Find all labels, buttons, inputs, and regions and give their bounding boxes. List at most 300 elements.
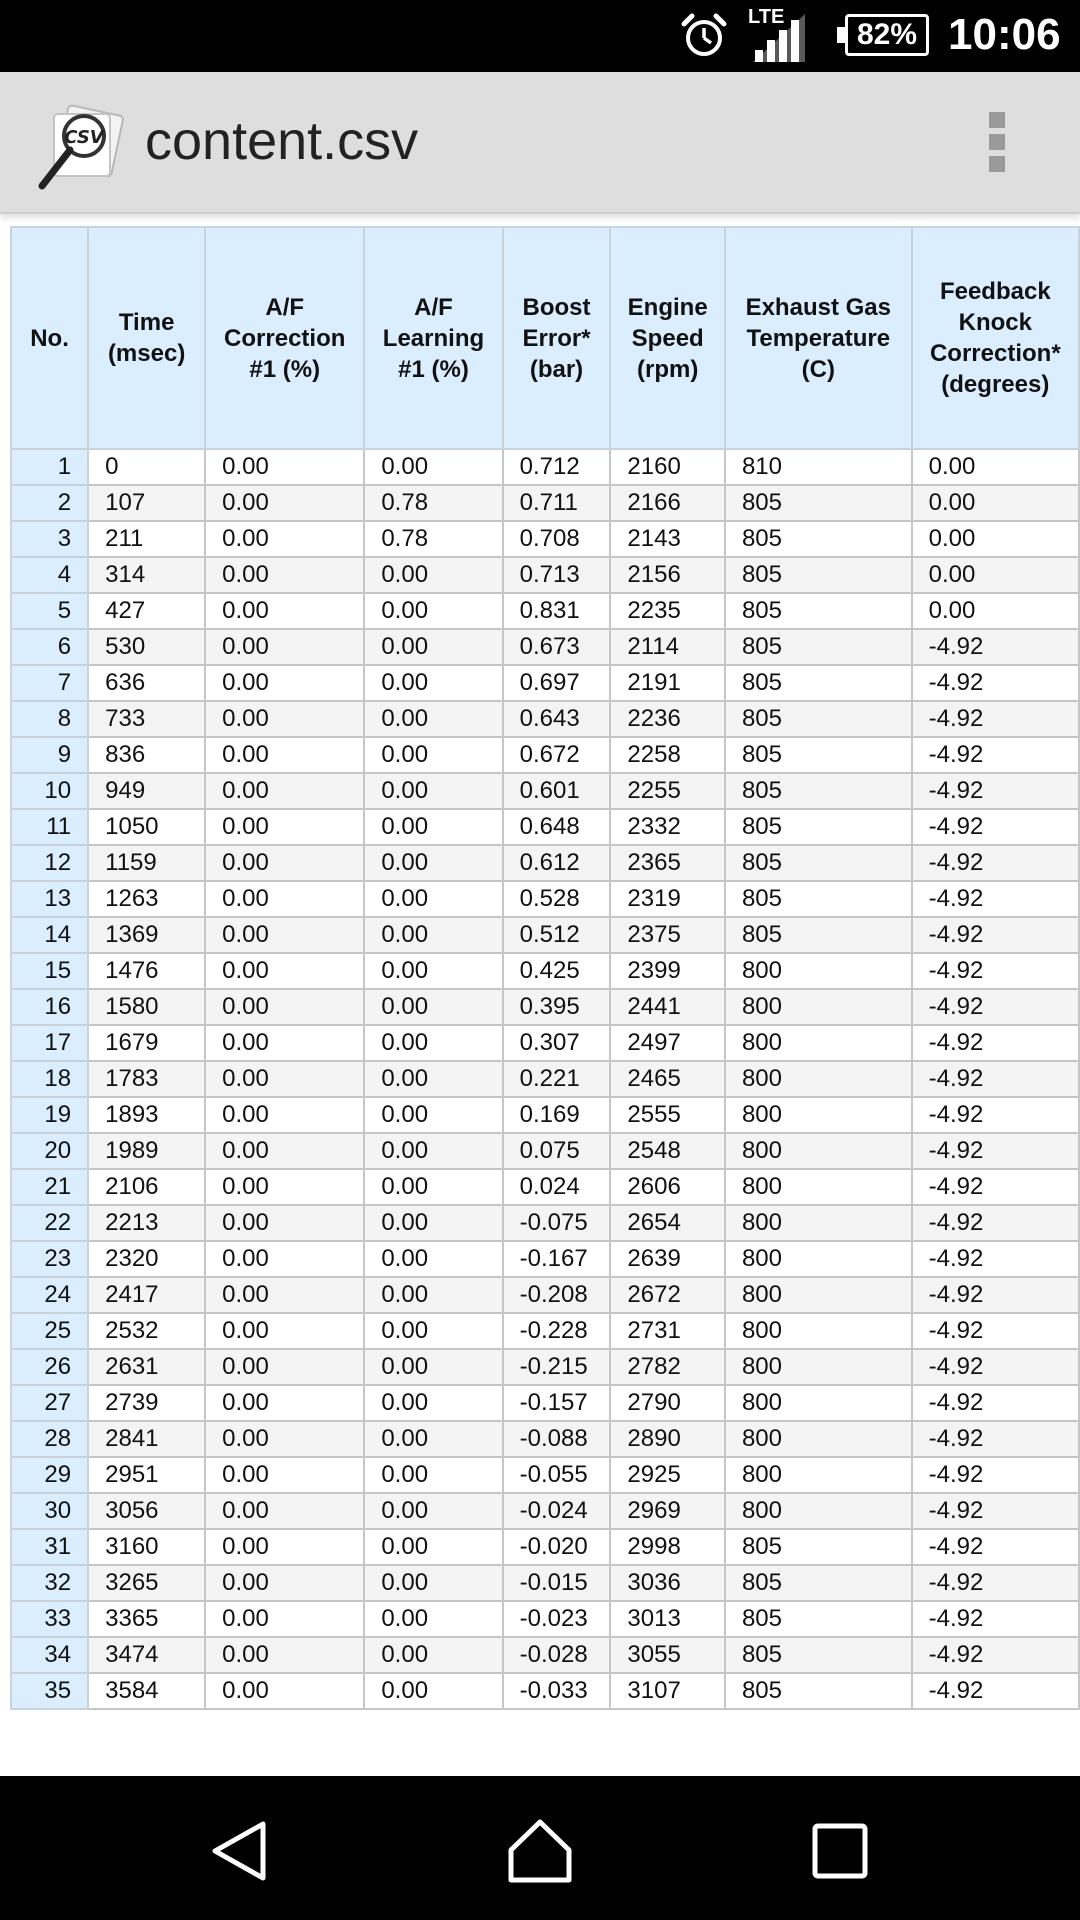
table-cell: -4.92 <box>912 737 1079 773</box>
table-cell: 0.512 <box>503 917 611 953</box>
table-cell: 2790 <box>610 1385 725 1421</box>
table-cell: 0.00 <box>364 809 502 845</box>
column-header-exhaust-gas-temp[interactable]: Exhaust Gas Temperature (C) <box>725 227 912 449</box>
table-row[interactable] <box>11 557 1079 593</box>
table-cell: 800 <box>725 1313 912 1349</box>
table-cell: 0.00 <box>364 449 502 485</box>
table-cell: 0.075 <box>503 1133 611 1169</box>
app-bar <box>0 72 1080 214</box>
table-cell: 800 <box>725 1457 912 1493</box>
table-cell: -4.92 <box>912 665 1079 701</box>
table-cell: 0.00 <box>364 953 502 989</box>
table-cell: 2375 <box>610 917 725 953</box>
table-cell: 0.00 <box>205 557 364 593</box>
table-cell: 1159 <box>88 845 205 881</box>
table-cell: 0.00 <box>205 917 364 953</box>
csv-table-container[interactable] <box>10 226 1080 1776</box>
table-cell: -4.92 <box>912 845 1079 881</box>
table-cell: -4.92 <box>912 1349 1079 1385</box>
table-cell: -4.92 <box>912 1241 1079 1277</box>
row-number-cell: 16 <box>11 989 88 1025</box>
table-cell: -4.92 <box>912 1637 1079 1673</box>
table-row[interactable] <box>11 1313 1079 1349</box>
table-cell: -4.92 <box>912 1385 1079 1421</box>
table-cell: -4.92 <box>912 1601 1079 1637</box>
table-cell: 800 <box>725 1061 912 1097</box>
table-cell: 0.00 <box>205 701 364 737</box>
table-cell: -4.92 <box>912 917 1079 953</box>
table-cell: 0.00 <box>912 485 1079 521</box>
clock: 10:06 <box>948 10 1061 59</box>
table-cell: 0.78 <box>364 485 502 521</box>
row-number-cell: 30 <box>11 1493 88 1529</box>
table-row[interactable] <box>11 1205 1079 1241</box>
table-cell: 0.425 <box>503 953 611 989</box>
table-cell: 0.00 <box>205 1133 364 1169</box>
table-cell: 0.00 <box>205 1673 364 1709</box>
table-cell: 0.00 <box>364 1565 502 1601</box>
row-number-cell: 17 <box>11 1025 88 1061</box>
table-cell: 0.00 <box>364 737 502 773</box>
table-row[interactable] <box>11 1601 1079 1637</box>
row-number-cell: 1 <box>11 449 88 485</box>
table-cell: 0.221 <box>503 1061 611 1097</box>
table-cell: 0.395 <box>503 989 611 1025</box>
table-cell: 3584 <box>88 1673 205 1709</box>
table-cell: 0.648 <box>503 809 611 845</box>
table-cell: 0.00 <box>205 737 364 773</box>
table-cell: 800 <box>725 989 912 1025</box>
table-cell: 0.00 <box>364 1205 502 1241</box>
table-cell: 0.00 <box>205 1637 364 1673</box>
table-row[interactable] <box>11 1241 1079 1277</box>
row-number-cell: 8 <box>11 701 88 737</box>
row-number-cell: 2 <box>11 485 88 521</box>
table-cell: 1679 <box>88 1025 205 1061</box>
table-cell: 0.708 <box>503 521 611 557</box>
table-cell: 800 <box>725 1133 912 1169</box>
table-cell: 0.00 <box>364 989 502 1025</box>
table-cell: 2399 <box>610 953 725 989</box>
table-cell: -4.92 <box>912 1673 1079 1709</box>
row-number-cell: 35 <box>11 1673 88 1709</box>
table-cell: 0.711 <box>503 485 611 521</box>
row-number-cell: 28 <box>11 1421 88 1457</box>
table-cell: -4.92 <box>912 1313 1079 1349</box>
table-row[interactable] <box>11 1565 1079 1601</box>
table-row[interactable] <box>11 1385 1079 1421</box>
table-cell: 0.00 <box>205 1025 364 1061</box>
table-cell: 0.673 <box>503 629 611 665</box>
table-cell: 0.00 <box>364 1493 502 1529</box>
table-row[interactable] <box>11 917 1079 953</box>
table-cell: 2441 <box>610 989 725 1025</box>
row-number-cell: 12 <box>11 845 88 881</box>
table-cell: 2951 <box>88 1457 205 1493</box>
table-cell: 0.672 <box>503 737 611 773</box>
table-cell: -0.015 <box>503 1565 611 1601</box>
table-cell: 1263 <box>88 881 205 917</box>
table-cell: 2606 <box>610 1169 725 1205</box>
table-cell: 2672 <box>610 1277 725 1313</box>
navigation-bar <box>0 1776 1080 1920</box>
table-cell: 1989 <box>88 1133 205 1169</box>
table-cell: -4.92 <box>912 1169 1079 1205</box>
row-number-cell: 7 <box>11 665 88 701</box>
table-cell: 0.831 <box>503 593 611 629</box>
table-cell: 0.00 <box>364 1277 502 1313</box>
table-cell: 2166 <box>610 485 725 521</box>
column-header-time[interactable]: Time (msec) <box>88 227 205 449</box>
table-row[interactable] <box>11 593 1079 629</box>
table-cell: 805 <box>725 1637 912 1673</box>
table-cell: -4.92 <box>912 1529 1079 1565</box>
row-number-cell: 6 <box>11 629 88 665</box>
table-cell: -0.088 <box>503 1421 611 1457</box>
table-row[interactable] <box>11 773 1079 809</box>
table-cell: -0.028 <box>503 1637 611 1673</box>
table-cell: 0.00 <box>364 1349 502 1385</box>
table-cell: 2143 <box>610 521 725 557</box>
table-row[interactable] <box>11 1421 1079 1457</box>
table-cell: 800 <box>725 1385 912 1421</box>
table-row[interactable] <box>11 845 1079 881</box>
table-cell: 0.00 <box>205 1205 364 1241</box>
table-cell: 427 <box>88 593 205 629</box>
battery-level-label: 82% <box>856 18 918 51</box>
table-cell: 2497 <box>610 1025 725 1061</box>
table-cell: 1476 <box>88 953 205 989</box>
table-cell: 0.00 <box>205 1241 364 1277</box>
row-number-cell: 10 <box>11 773 88 809</box>
table-row[interactable] <box>11 1133 1079 1169</box>
table-row[interactable] <box>11 449 1079 485</box>
table-row[interactable] <box>11 953 1079 989</box>
table-cell: 2156 <box>610 557 725 593</box>
table-cell: 0.00 <box>364 1529 502 1565</box>
table-row[interactable] <box>11 1277 1079 1313</box>
table-cell: 0.612 <box>503 845 611 881</box>
row-number-cell: 20 <box>11 1133 88 1169</box>
table-cell: 0.00 <box>364 1313 502 1349</box>
table-cell: 2213 <box>88 1205 205 1241</box>
recents-icon[interactable] <box>805 1816 875 1886</box>
table-row[interactable] <box>11 1529 1079 1565</box>
table-cell: 0.00 <box>364 1025 502 1061</box>
table-cell: 800 <box>725 1205 912 1241</box>
table-cell: 800 <box>725 1493 912 1529</box>
table-cell: 2739 <box>88 1385 205 1421</box>
table-cell: 0.00 <box>364 1601 502 1637</box>
table-cell: 2841 <box>88 1421 205 1457</box>
table-cell: 1783 <box>88 1061 205 1097</box>
table-cell: -0.023 <box>503 1601 611 1637</box>
row-number-cell: 14 <box>11 917 88 953</box>
table-cell: 0.00 <box>205 1169 364 1205</box>
table-cell: 2731 <box>610 1313 725 1349</box>
column-header-af-correction[interactable]: A/F Correction #1 (%) <box>205 227 364 449</box>
table-cell: 2160 <box>610 449 725 485</box>
table-row[interactable] <box>11 1493 1079 1529</box>
table-cell: 0.00 <box>205 1457 364 1493</box>
table-cell: 2782 <box>610 1349 725 1385</box>
table-cell: 0.00 <box>364 1241 502 1277</box>
home-icon[interactable] <box>505 1816 575 1886</box>
table-cell: 0.00 <box>205 485 364 521</box>
table-cell: -4.92 <box>912 1421 1079 1457</box>
row-number-cell: 29 <box>11 1457 88 1493</box>
table-cell: 0.00 <box>205 1061 364 1097</box>
table-cell: 805 <box>725 1673 912 1709</box>
battery-icon <box>845 14 929 56</box>
table-cell: -0.228 <box>503 1313 611 1349</box>
column-header-af-learning[interactable]: A/F Learning #1 (%) <box>364 227 502 449</box>
table-cell: 0.00 <box>205 593 364 629</box>
table-cell: 805 <box>725 1565 912 1601</box>
table-cell: 1580 <box>88 989 205 1025</box>
table-cell: 2255 <box>610 773 725 809</box>
logo-text: CSV <box>64 127 104 148</box>
table-cell: -0.167 <box>503 1241 611 1277</box>
table-cell: 0.00 <box>912 557 1079 593</box>
table-cell: 0.00 <box>364 1169 502 1205</box>
table-cell: 800 <box>725 1349 912 1385</box>
table-row[interactable] <box>11 1061 1079 1097</box>
table-row[interactable] <box>11 629 1079 665</box>
table-row[interactable] <box>11 1097 1079 1133</box>
table-cell: 0.712 <box>503 449 611 485</box>
table-cell: 2235 <box>610 593 725 629</box>
table-cell: 2532 <box>88 1313 205 1349</box>
table-cell: 3474 <box>88 1637 205 1673</box>
column-header-engine-speed[interactable]: Engine Speed (rpm) <box>610 227 725 449</box>
row-number-cell: 31 <box>11 1529 88 1565</box>
table-cell: 0.00 <box>364 1637 502 1673</box>
row-number-cell: 32 <box>11 1565 88 1601</box>
table-cell: 530 <box>88 629 205 665</box>
table-cell: -4.92 <box>912 1565 1079 1601</box>
table-cell: 2258 <box>610 737 725 773</box>
table-cell: 805 <box>725 1601 912 1637</box>
table-cell: -0.157 <box>503 1385 611 1421</box>
table-cell: 2654 <box>610 1205 725 1241</box>
status-bar <box>0 0 1080 72</box>
table-cell: 0.00 <box>912 521 1079 557</box>
table-cell: 0.00 <box>205 773 364 809</box>
table-cell: 0.00 <box>364 773 502 809</box>
table-cell: -4.92 <box>912 809 1079 845</box>
table-cell: 800 <box>725 1097 912 1133</box>
table-cell: 0.00 <box>205 521 364 557</box>
table-row[interactable] <box>11 485 1079 521</box>
table-row[interactable] <box>11 1349 1079 1385</box>
table-row[interactable] <box>11 737 1079 773</box>
table-cell: 0.169 <box>503 1097 611 1133</box>
table-cell: 805 <box>725 593 912 629</box>
table-cell: 0.00 <box>912 593 1079 629</box>
table-cell: 0.00 <box>364 701 502 737</box>
table-cell: 0.00 <box>205 989 364 1025</box>
table-row[interactable] <box>11 881 1079 917</box>
table-cell: 0.00 <box>205 1529 364 1565</box>
table-cell: 2365 <box>610 845 725 881</box>
table-cell: 2417 <box>88 1277 205 1313</box>
table-cell: -4.92 <box>912 953 1079 989</box>
table-row[interactable] <box>11 1637 1079 1673</box>
table-cell: -4.92 <box>912 1097 1079 1133</box>
table-cell: -0.215 <box>503 1349 611 1385</box>
row-number-cell: 18 <box>11 1061 88 1097</box>
table-cell: 0.00 <box>205 1601 364 1637</box>
table-cell: 733 <box>88 701 205 737</box>
overflow-menu-icon[interactable] <box>985 112 1009 176</box>
row-number-cell: 13 <box>11 881 88 917</box>
table-cell: -4.92 <box>912 1205 1079 1241</box>
table-cell: 805 <box>725 809 912 845</box>
table-cell: 0.601 <box>503 773 611 809</box>
table-header-row <box>11 227 1079 449</box>
table-cell: 2106 <box>88 1169 205 1205</box>
table-cell: 0.00 <box>205 1421 364 1457</box>
table-cell: 0.00 <box>364 1097 502 1133</box>
table-cell: 2555 <box>610 1097 725 1133</box>
table-cell: 2236 <box>610 701 725 737</box>
table-cell: -4.92 <box>912 1061 1079 1097</box>
table-cell: -4.92 <box>912 629 1079 665</box>
table-cell: 0.00 <box>364 593 502 629</box>
table-cell: -4.92 <box>912 773 1079 809</box>
table-cell: -4.92 <box>912 1277 1079 1313</box>
table-cell: 800 <box>725 1169 912 1205</box>
row-number-cell: 24 <box>11 1277 88 1313</box>
table-cell: 0.00 <box>205 809 364 845</box>
row-number-cell: 11 <box>11 809 88 845</box>
table-cell: 2114 <box>610 629 725 665</box>
table-cell: 0.697 <box>503 665 611 701</box>
row-number-cell: 34 <box>11 1637 88 1673</box>
table-cell: 1050 <box>88 809 205 845</box>
battery-tip <box>837 27 845 43</box>
column-header-feedback-knock[interactable]: Feedback Knock Correction* (degrees) <box>912 227 1079 449</box>
table-row[interactable] <box>11 1169 1079 1205</box>
row-number-cell: 4 <box>11 557 88 593</box>
table-cell: 0.024 <box>503 1169 611 1205</box>
row-number-cell: 25 <box>11 1313 88 1349</box>
row-number-cell: 22 <box>11 1205 88 1241</box>
table-row[interactable] <box>11 665 1079 701</box>
table-cell: 2465 <box>610 1061 725 1097</box>
table-cell: 0.00 <box>205 1385 364 1421</box>
table-cell: 800 <box>725 1277 912 1313</box>
table-cell: 805 <box>725 557 912 593</box>
table-cell: 0.713 <box>503 557 611 593</box>
table-cell: 800 <box>725 953 912 989</box>
table-cell: -0.055 <box>503 1457 611 1493</box>
table-cell: 805 <box>725 917 912 953</box>
column-header-no[interactable]: No. <box>11 227 88 449</box>
table-cell: 0.00 <box>205 1349 364 1385</box>
table-cell: 0.00 <box>364 845 502 881</box>
table-cell: 0.78 <box>364 521 502 557</box>
row-number-cell: 27 <box>11 1385 88 1421</box>
table-row[interactable] <box>11 701 1079 737</box>
table-cell: -4.92 <box>912 701 1079 737</box>
network-type-label: LTE <box>748 6 785 28</box>
row-number-cell: 23 <box>11 1241 88 1277</box>
table-cell: 800 <box>725 1241 912 1277</box>
table-cell: 3365 <box>88 1601 205 1637</box>
table-row[interactable] <box>11 989 1079 1025</box>
table-cell: 0.528 <box>503 881 611 917</box>
table-cell: 805 <box>725 485 912 521</box>
column-header-boost-error[interactable]: Boost Error* (bar) <box>503 227 611 449</box>
table-cell: 800 <box>725 1025 912 1061</box>
table-cell: -0.208 <box>503 1277 611 1313</box>
table-cell: 805 <box>725 629 912 665</box>
table-row[interactable] <box>11 521 1079 557</box>
back-icon[interactable] <box>205 1816 275 1886</box>
table-cell: -4.92 <box>912 1133 1079 1169</box>
table-cell: -4.92 <box>912 881 1079 917</box>
table-row[interactable] <box>11 1673 1079 1709</box>
table-row[interactable] <box>11 1025 1079 1061</box>
table-cell: 0.00 <box>205 1493 364 1529</box>
table-cell: 3160 <box>88 1529 205 1565</box>
table-cell: 805 <box>725 701 912 737</box>
row-number-cell: 21 <box>11 1169 88 1205</box>
table-cell: 0.00 <box>205 629 364 665</box>
alarm-icon <box>680 12 728 60</box>
table-cell: 3265 <box>88 1565 205 1601</box>
table-cell: 2548 <box>610 1133 725 1169</box>
table-cell: -0.033 <box>503 1673 611 1709</box>
row-number-cell: 26 <box>11 1349 88 1385</box>
table-cell: 3056 <box>88 1493 205 1529</box>
row-number-cell: 3 <box>11 521 88 557</box>
row-number-cell: 33 <box>11 1601 88 1637</box>
table-cell: 2320 <box>88 1241 205 1277</box>
table-cell: -4.92 <box>912 1457 1079 1493</box>
table-cell: 0.00 <box>205 953 364 989</box>
table-cell: 0.00 <box>364 917 502 953</box>
table-row[interactable] <box>11 1457 1079 1493</box>
table-cell: 949 <box>88 773 205 809</box>
table-cell: 800 <box>725 1421 912 1457</box>
table-cell: 0.00 <box>364 1421 502 1457</box>
table-cell: 2890 <box>610 1421 725 1457</box>
table-cell: 2925 <box>610 1457 725 1493</box>
table-cell: 805 <box>725 737 912 773</box>
table-cell: 0.00 <box>364 557 502 593</box>
page-title: content.csv <box>145 111 419 171</box>
table-cell: 0.643 <box>503 701 611 737</box>
signal-icon <box>745 10 809 62</box>
table-cell: 3107 <box>610 1673 725 1709</box>
table-cell: 3036 <box>610 1565 725 1601</box>
table-cell: -0.020 <box>503 1529 611 1565</box>
table-cell: 805 <box>725 773 912 809</box>
table-body <box>11 449 1079 1709</box>
table-cell: -4.92 <box>912 1025 1079 1061</box>
table-cell: -4.92 <box>912 989 1079 1025</box>
table-cell: 3055 <box>610 1637 725 1673</box>
table-row[interactable] <box>11 809 1079 845</box>
table-cell: 107 <box>88 485 205 521</box>
table-cell: 2998 <box>610 1529 725 1565</box>
csv-logo-icon[interactable] <box>34 100 130 196</box>
table-cell: 0.00 <box>364 1673 502 1709</box>
table-cell: 314 <box>88 557 205 593</box>
